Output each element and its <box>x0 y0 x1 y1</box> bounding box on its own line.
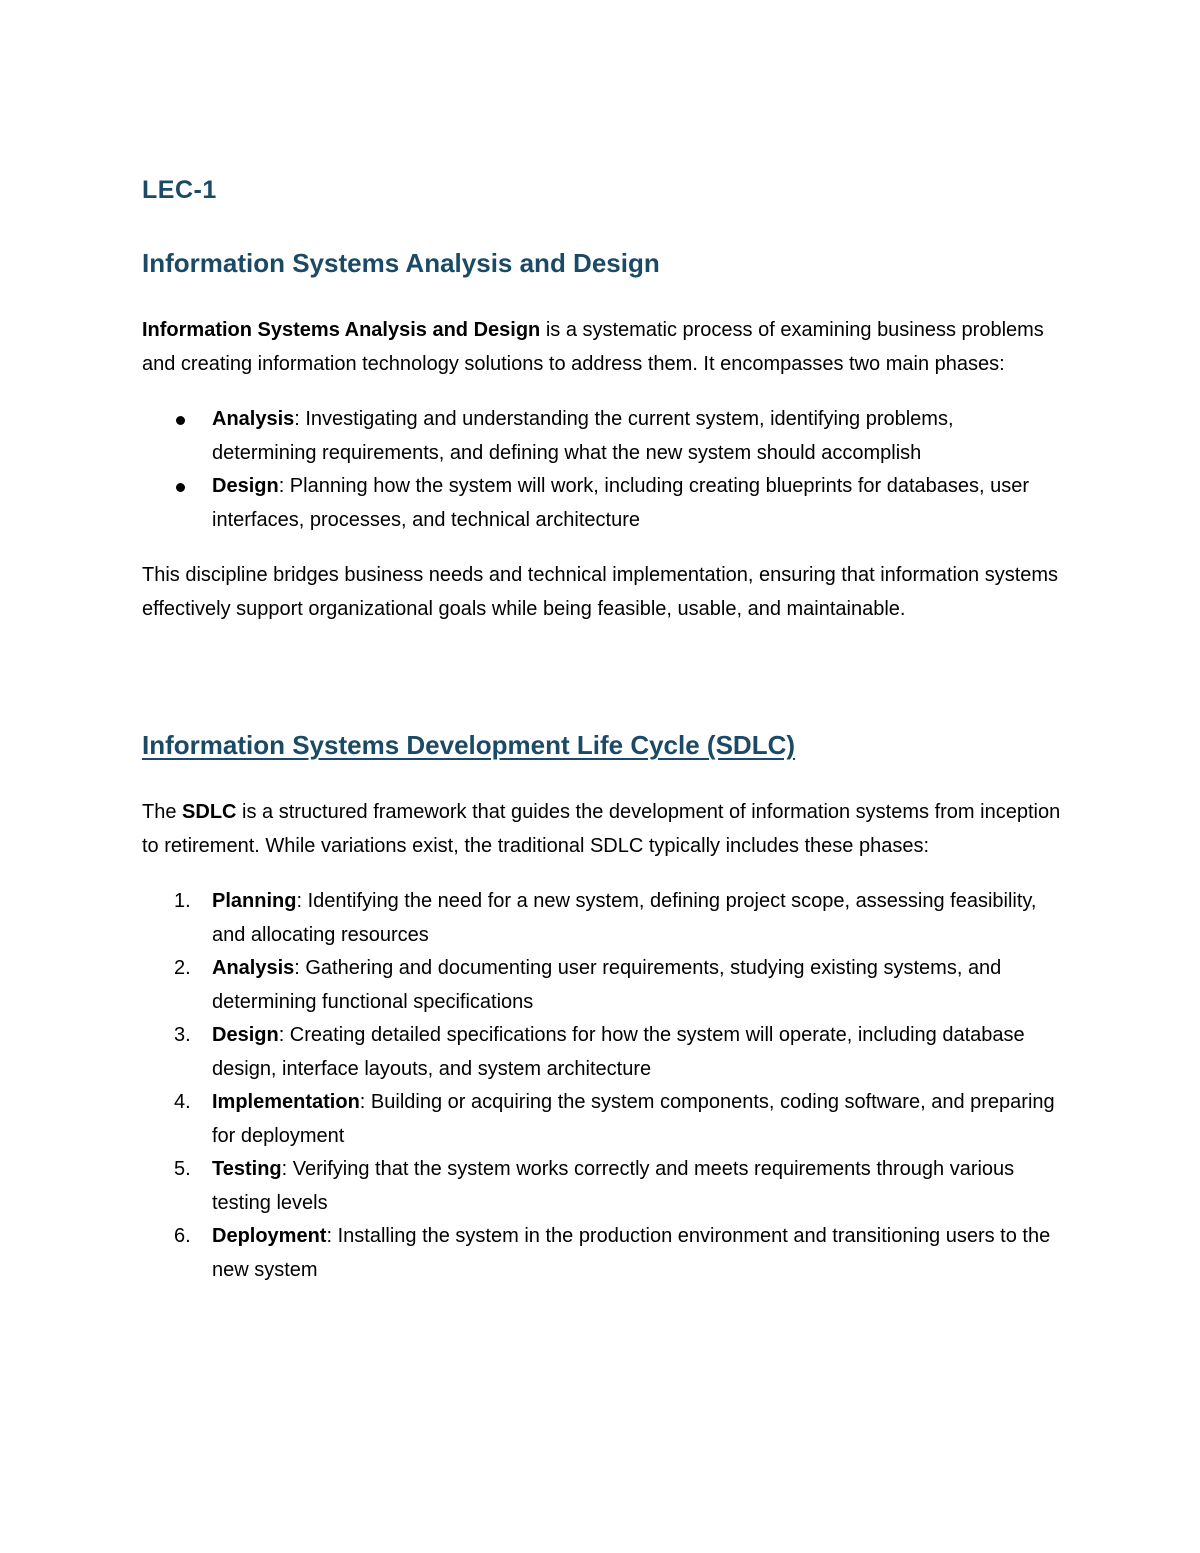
sdlc-intro-bold: SDLC <box>182 801 237 823</box>
section-heading-sdlc-link[interactable]: Information Systems Development Life Cycle (SDLC) <box>142 730 796 760</box>
bullet-term: Analysis <box>212 408 295 430</box>
list-item <box>174 952 1062 1019</box>
bullet-icon <box>176 483 185 492</box>
step-text: : Identifying the need for a new system, defining project scope, assessing feasibility, and allocating resources <box>212 890 1037 946</box>
step-number: 4. <box>174 1091 191 1113</box>
document-page <box>142 170 1062 1309</box>
list-item <box>174 1220 1062 1287</box>
step-text: : Creating detailed specifications for how the system will operate, including database design, interface layouts, and system architecture <box>212 1024 1025 1080</box>
bullet-icon <box>176 416 185 425</box>
step-term: Analysis <box>212 957 295 979</box>
lecture-title: LEC-1 <box>142 176 217 204</box>
step-number: 3. <box>174 1024 191 1046</box>
sdlc-intro-text: is a structured framework that guides the development of information systems from inception to retirement. While variations exist, the traditional SDLC typically includes these phases: <box>142 801 1061 857</box>
step-number: 2. <box>174 957 191 979</box>
step-text: : Building or acquiring the system components, coding software, and preparing for deployment <box>212 1091 1055 1147</box>
bullet-term: Design <box>212 475 279 497</box>
sdlc-phases-list <box>142 885 1062 1287</box>
step-text: : Verifying that the system works correctly and meets requirements through various testing levels <box>212 1158 1015 1214</box>
isad-intro-text: is a systematic process of examining business problems and creating information technology solutions to address them. It encompasses two main phases: <box>142 319 1044 375</box>
isad-intro-bold: Information Systems Analysis and Design <box>142 319 541 341</box>
list-item <box>174 885 1062 952</box>
phases-bullet-list <box>142 403 1062 537</box>
step-text: : Installing the system in the production environment and transitioning users to the new system <box>212 1225 1051 1281</box>
step-term: Deployment <box>212 1225 327 1247</box>
section-heading-isad: Information Systems Analysis and Design <box>142 248 660 278</box>
step-term: Design <box>212 1024 279 1046</box>
step-text: : Gathering and documenting user requirements, studying existing systems, and determining functional specifications <box>212 957 1002 1013</box>
step-term: Testing <box>212 1158 282 1180</box>
list-item <box>212 470 1062 537</box>
step-number: 1. <box>174 890 191 912</box>
step-term: Planning <box>212 890 297 912</box>
bullet-text: : Planning how the system will work, including creating blueprints for databases, user interfaces, processes, and technical architecture <box>212 475 1030 531</box>
step-term: Implementation <box>212 1091 360 1113</box>
section-spacer <box>142 648 1062 724</box>
isad-intro-paragraph <box>142 314 1062 381</box>
step-number: 5. <box>174 1158 191 1180</box>
bullet-text: : Investigating and understanding the current system, identifying problems, determining requirements, and defining what the new system should accomplish <box>212 408 954 464</box>
step-number: 6. <box>174 1225 191 1247</box>
list-item <box>174 1019 1062 1086</box>
sdlc-intro-paragraph <box>142 796 1062 863</box>
list-item <box>174 1086 1062 1153</box>
isad-closing-paragraph: This discipline bridges business needs and technical implementation, ensuring that information systems effectively support organizational goals while being feasible, usable, and maintainable. <box>142 564 1059 620</box>
list-item <box>174 1153 1062 1220</box>
sdlc-intro-pre: The <box>142 801 183 823</box>
list-item <box>212 403 1062 470</box>
